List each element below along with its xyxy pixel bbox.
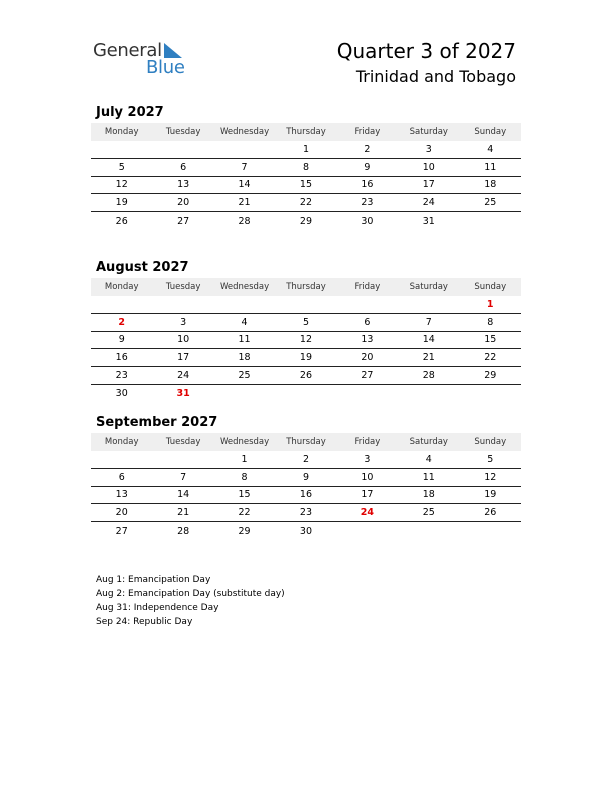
day-cell: 27 [177, 215, 190, 227]
weekday-label: Thursday [286, 282, 326, 292]
day-cell: 16 [299, 489, 313, 501]
weekday-label: Monday [104, 437, 139, 447]
day-cell: 9 [118, 334, 125, 346]
day-cell: 20 [361, 352, 374, 364]
week-row [91, 504, 521, 522]
day-cell: 9 [302, 471, 309, 483]
day-cell: 26 [299, 370, 313, 382]
day-cell: 10 [422, 161, 435, 173]
weekday-label: Friday [354, 282, 381, 292]
day-cell: 11 [422, 471, 435, 483]
day-cell: 2 [364, 143, 371, 155]
day-cell: 25 [238, 370, 251, 382]
day-cell: 19 [484, 489, 497, 501]
day-cell: 14 [422, 334, 435, 346]
day-cell: 25 [422, 507, 435, 519]
day-cell: 5 [118, 161, 125, 173]
day-cell: 1 [241, 453, 248, 465]
week-row [91, 451, 521, 469]
holiday-day-cell: 24 [360, 507, 375, 519]
day-cell: 17 [177, 352, 190, 364]
day-cell: 3 [180, 316, 187, 328]
weekday-label: Tuesday [165, 437, 201, 447]
day-cell: 20 [177, 197, 190, 209]
day-cell: 24 [422, 197, 435, 209]
weekday-label: Tuesday [165, 282, 201, 292]
week-row [91, 385, 521, 403]
day-cell: 14 [177, 489, 190, 501]
week-row [91, 522, 521, 540]
day-cell: 15 [238, 489, 251, 501]
week-row [91, 141, 521, 159]
holiday-note: Aug 2: Emancipation Day (substitute day) [96, 589, 285, 599]
weekday-label: Wednesday [219, 127, 270, 137]
holiday-note: Sep 24: Republic Day [96, 617, 193, 627]
page-subtitle: Trinidad and Tobago [355, 67, 516, 86]
day-cell: 18 [238, 352, 251, 364]
day-cell: 12 [299, 334, 313, 346]
day-cell: 13 [361, 334, 374, 346]
day-cell: 18 [422, 489, 435, 501]
day-cell: 22 [299, 197, 313, 209]
day-cell: 27 [115, 525, 128, 537]
day-cell: 12 [115, 179, 128, 191]
holiday-day-cell: 1 [486, 298, 494, 310]
day-cell: 21 [238, 197, 251, 209]
day-cell: 9 [364, 161, 371, 173]
day-cell: 19 [115, 197, 128, 209]
day-cell: 25 [484, 197, 497, 209]
day-cell: 3 [364, 453, 371, 465]
weekday-label: Sunday [474, 437, 507, 447]
weekday-label: Thursday [286, 437, 326, 447]
week-row [91, 349, 521, 367]
holiday-day-cell: 2 [118, 316, 126, 328]
day-cell: 24 [177, 370, 190, 382]
day-cell: 28 [238, 215, 251, 227]
day-cell: 28 [422, 370, 435, 382]
day-cell: 18 [484, 179, 497, 191]
weekday-label: Thursday [286, 127, 326, 137]
day-cell: 17 [422, 179, 435, 191]
weekday-label: Friday [354, 437, 381, 447]
weekday-label: Saturday [409, 437, 448, 447]
day-cell: 23 [115, 370, 128, 382]
day-cell: 5 [302, 316, 309, 328]
weekday-label: Saturday [409, 282, 448, 292]
weekday-label: Friday [354, 127, 381, 137]
day-cell: 7 [180, 471, 187, 483]
day-cell: 14 [238, 179, 251, 191]
day-cell: 13 [177, 179, 190, 191]
day-cell: 26 [115, 215, 128, 227]
weekday-label: Sunday [474, 127, 507, 137]
day-cell: 23 [361, 197, 374, 209]
day-cell: 11 [238, 334, 251, 346]
month-title: September 2027 [96, 415, 218, 430]
month-calendar-september [91, 413, 521, 540]
day-cell: 6 [118, 471, 125, 483]
week-row [91, 212, 521, 230]
day-cell: 4 [487, 143, 494, 155]
weekday-label: Monday [104, 282, 139, 292]
page-title: Quarter 3 of 2027 [336, 39, 516, 63]
weekday-label: Wednesday [219, 437, 270, 447]
weekday-header-row [91, 433, 521, 451]
day-cell: 27 [361, 370, 374, 382]
day-cell: 28 [177, 525, 190, 537]
day-cell: 7 [425, 316, 432, 328]
day-cell: 12 [484, 471, 497, 483]
day-cell: 29 [484, 370, 497, 382]
month-calendar-august [91, 258, 521, 403]
generalblue-logo [93, 40, 193, 80]
day-cell: 23 [299, 507, 313, 519]
day-cell: 2 [302, 453, 309, 465]
weekday-label: Saturday [409, 127, 448, 137]
day-cell: 4 [241, 316, 248, 328]
day-cell: 11 [484, 161, 497, 173]
day-cell: 10 [361, 471, 374, 483]
day-cell: 30 [361, 215, 374, 227]
weekday-header-row [91, 278, 521, 296]
day-cell: 30 [115, 388, 128, 400]
day-cell: 31 [422, 215, 435, 227]
weekday-header-row [91, 123, 521, 141]
day-cell: 13 [115, 489, 128, 501]
day-cell: 17 [361, 489, 374, 501]
weekday-label: Sunday [474, 282, 507, 292]
holiday-note: Aug 31: Independence Day [96, 603, 219, 613]
day-cell: 16 [361, 179, 374, 191]
day-cell: 20 [115, 507, 128, 519]
day-cell: 22 [484, 352, 497, 364]
month-calendar-july [91, 103, 521, 230]
week-row [91, 314, 521, 332]
holiday-note: Aug 1: Emancipation Day [96, 575, 211, 585]
weekday-label: Wednesday [219, 282, 270, 292]
day-cell: 8 [487, 316, 494, 328]
week-row [91, 296, 521, 314]
day-cell: 15 [299, 179, 313, 191]
day-cell: 26 [484, 507, 497, 519]
week-row [91, 159, 521, 177]
week-row [91, 332, 521, 350]
week-row [91, 487, 521, 505]
day-cell: 16 [115, 352, 128, 364]
day-cell: 29 [238, 525, 251, 537]
week-row [91, 177, 521, 195]
day-cell: 8 [241, 471, 248, 483]
month-title: August 2027 [96, 260, 189, 275]
logo-text-general: General [93, 40, 162, 61]
weekday-label: Monday [104, 127, 139, 137]
week-row [91, 367, 521, 385]
day-cell: 8 [302, 161, 309, 173]
day-cell: 1 [302, 143, 309, 155]
day-cell: 6 [364, 316, 371, 328]
day-cell: 6 [180, 161, 187, 173]
day-cell: 21 [177, 507, 190, 519]
month-title: July 2027 [96, 105, 164, 120]
day-cell: 4 [425, 453, 432, 465]
day-cell: 10 [177, 334, 190, 346]
day-cell: 5 [487, 453, 494, 465]
week-row [91, 469, 521, 487]
day-cell: 3 [425, 143, 432, 155]
day-cell: 21 [422, 352, 435, 364]
day-cell: 15 [484, 334, 497, 346]
day-cell: 19 [299, 352, 313, 364]
day-cell: 7 [241, 161, 248, 173]
holiday-day-cell: 31 [176, 388, 190, 400]
holiday-notes [96, 573, 285, 629]
week-row [91, 194, 521, 212]
day-cell: 22 [238, 507, 251, 519]
day-cell: 29 [299, 215, 313, 227]
logo-text-blue: Blue [146, 57, 185, 78]
day-cell: 30 [299, 525, 313, 537]
weekday-label: Tuesday [165, 127, 201, 137]
